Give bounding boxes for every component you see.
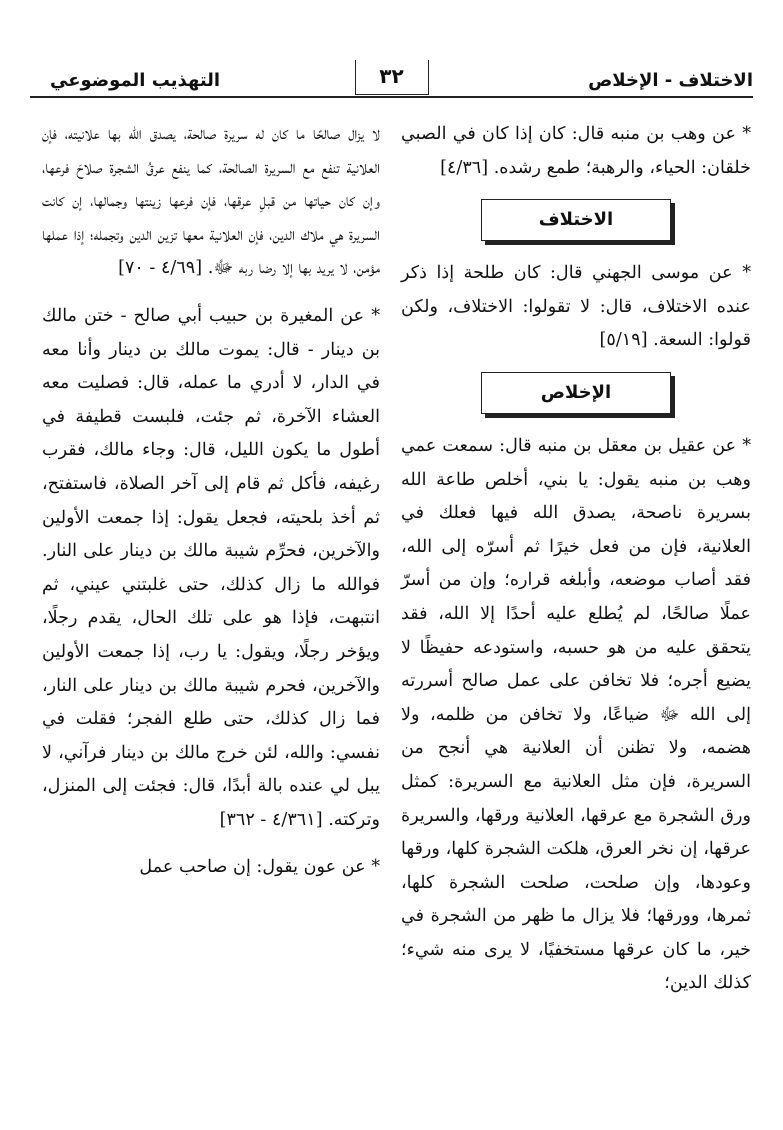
header-rule — [30, 96, 753, 98]
section-heading-ikhlas: الإخلاص — [481, 372, 671, 414]
source-reference: [٤/٦٩ - ٧٠] — [118, 258, 203, 279]
source-reference: [٥/١٩] — [599, 330, 648, 351]
entry-awn — [42, 851, 380, 885]
entry-text: عن وهب بن منبه قال: كان إذا كان في الصبي خلقان: الحياء، والرهبة؛ طمع رشده. — [401, 124, 751, 178]
entry-text: عن موسى الجهني قال: كان طلحة إذا ذكر عنده الاختلاف، قال: لا تقولوا: الاختلاف، ولكن قولوا: السعة. — [401, 263, 751, 351]
source-reference: [٤/٣٦١ - ٣٦٢] — [219, 809, 323, 830]
entry-mughira — [42, 300, 380, 838]
entry-text: عن عون يقول: إن صاحب عمل — [139, 857, 366, 878]
page-header — [30, 60, 753, 98]
entry-continuation — [42, 118, 380, 286]
entry-aqil — [401, 430, 751, 1001]
chapter-title: الاختلاف - الإخلاص — [588, 70, 753, 91]
source-reference: [٤/٣٦] — [440, 157, 489, 178]
page-number: ٣٢ — [355, 60, 429, 95]
entry-text: عن عقيل بن معقل بن منبه قال: سمعت عمي وهب بن منبه يقول: يا بني، أخلص طاعة الله بسريرة ناصحة، يصدق الله فيها فعلك في العلانية، فإن من فعل خيرًا ثم أسرّه إلى الله، فقد أصاب موضعه، وأبلغه قراره؛ وإن من أسرّ عملًا صالحًا، لم يُطلع عليه أحدًا إلا الله، فقد يتحقق عليه من هو حسبه، واستودعه حفيظًا لا يضيع أجره؛ فلا تخافن على عمل صالح أسررته إلى الله ﷻ ضياعًا، ولا تخافن من ظلمه، ولا هضمه، ولا تظنن أن العلانية هي أنجح من السريرة، فإن مثل العلانية مع السريرة: كمثل ورق الشجرة مع عرقها، العلانية ورقها، والسريرة عرقها، إن نخر العرق، هلكت الشجرة كلها، ورقها وعودها، وإن صلحت، صلحت الشجرة كلها، ثمرها، وورقها؛ فلا يزال ما ظهر من الشجرة في خير، ما كان عرقها مستخفيًا، لا يرى منه شيء؛ كذلك الدين؛ — [401, 435, 751, 994]
book-title: التهذيب الموضوعي — [50, 70, 221, 91]
entry-text: عن المغيرة بن حبيب أبي صالح - ختن مالك بن دينار - قال: يموت مالك بن دينار وأنا معه في الدار، لا أدري ما عمله، قال: فصليت معه العشاء الآخرة، ثم جئت، فلبست قطيفة في أطول ما يكون الليل، قال: وجاء مالك، فقرب رغيفه، فأكل ثم قام إلى آخر الصلاة، فاستفتح، ثم أخذ بلحيته، فجعل يقول: إذا جمعت الأولين والآخرين، فحرِّم شيبة مالك بن دينار على النار. فوالله ما زال كذلك، حتى غلبتني عيني، ثم انتبهت، فإذا هو على تلك الحال، يقدم رجلًا، ويؤخر رجلًا، ويقول: يا رب، إذا جمعت الأولين والآخرين، فحرم شيبة مالك بن دينار على النار، فما زال كذلك، حتى طلع الفجر؛ فقلت في نفسي: والله، لئن خرج مالك بن دينار فرآني، لا يبل لي عنده بالة أبدًا، قال: فجئت إلى المنزل، وتركته. — [42, 305, 380, 830]
entry-wahb — [401, 118, 751, 185]
entry-musa — [401, 257, 751, 358]
section-heading-ikhtilaf: الاختلاف — [481, 199, 671, 241]
right-column — [401, 118, 751, 1015]
left-column — [42, 118, 380, 899]
entry-text: لا يزال صالحًا ما كان له سريرة صالحة، يصدق الله بها علانيته، فإن العلانية تنفع مع السريرة الصالحة، كما ينفع عرقُ الشجرة صلاحَ فرعها، وإن كان حياتها من قبلِ عرقها، فإن فرعها زينتها وجمالها، إن كانت السريرة هي ملاك الدين، فإن العلانية معها تزين الدين وتجمله؛ إذا عملها مؤمن، لا يريد بها إلا رضا ربه ﷻ. — [42, 124, 380, 279]
